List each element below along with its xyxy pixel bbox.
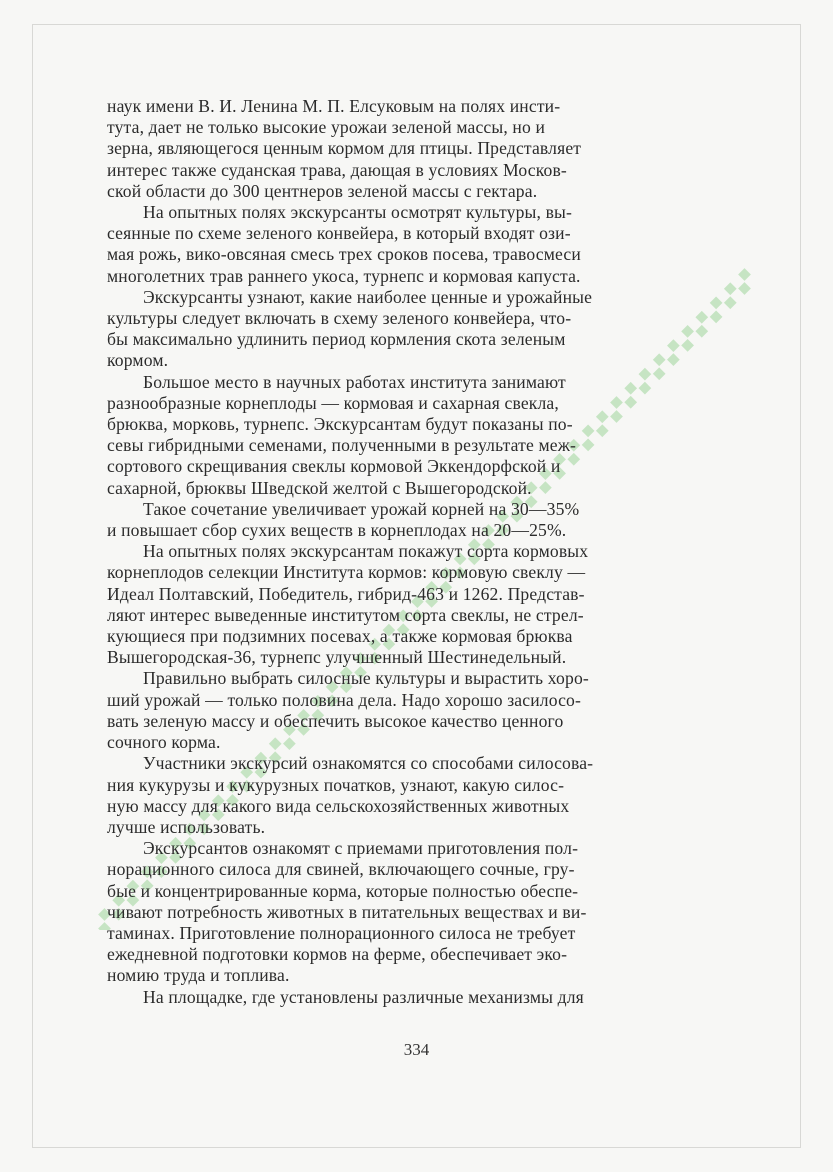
text-line: Такое сочетание увеличивает урожай корней на 30—35% [143,498,580,519]
text-line: сеянные по схеме зеленого конвейера, в который входят ози- [107,223,571,244]
text-line: ской области до 300 центнеров зеленой массы с гектара. [107,180,538,201]
text-line: На опытных полях экскурсантам покажут сорта кормовых [143,541,589,562]
text-line: Большое место в научных работах института занимают [143,371,566,392]
text-line: брюква, морковь, турнепс. Экскурсантам будут показаны по- [107,414,573,435]
text-line: Вышегородская-36, турнепс улучшенный Шестинедельный. [107,647,567,668]
text-line: таминах. Приготовление полнорационного силоса не требует [107,922,576,943]
text-line: чивают потребность животных в питательных веществах и ви- [107,901,587,922]
text-line: Экскурсанты узнают, какие наиболее ценные и урожайные [143,286,593,307]
paragraph [107,202,739,287]
text-line: кормом. [107,350,169,371]
paragraph [107,287,739,372]
text-line: кующиеся при подзимних посевах, а также кормовая брюква [107,626,573,647]
text-line: ния кукурузы и кукурузных початков, узнают, какую силос- [107,774,565,795]
text-line: На площадке, где установлены различные механизмы для [143,986,584,1007]
paragraph [107,838,739,986]
text-line: мая рожь, вико-овсяная смесь трех сроков посева, травосмеси [107,244,581,265]
text-line: норационного силоса для свиней, включающего сочные, гру- [107,859,575,880]
text-line: Правильно выбрать силосные культуры и вырастить хоро- [143,668,589,689]
text-line: и повышает сбор сухих веществ в корнеплодах на 20—25%. [107,520,567,541]
paragraph [107,987,739,1008]
text-line: ший урожай — только половина дела. Надо хорошо засилосо- [107,689,582,710]
text-line: многолетних трав раннего укоса, турнепс и кормовая капуста. [107,265,581,286]
paragraph [107,668,739,753]
text-line: На опытных полях экскурсанты осмотрят культуры, вы- [143,202,573,223]
paragraph [107,753,739,838]
text-line: наук имени В. И. Ленина М. П. Елсуковым на полях инсти- [107,96,561,116]
text-line: сортового скрещивания свеклы кормовой Эккендорфской и [107,456,561,477]
text-line: культуры следует включать в схему зеленого конвейера, что- [107,308,572,329]
text-line: севы гибридными семенами, полученными в результате меж- [107,435,577,456]
text-line: ную массу для какого вида сельскохозяйственных животных [107,795,570,816]
text-line: сочного корма. [107,732,221,753]
text-line: Идеал Полтавский, Победитель, гибрид-463 и 1262. Представ- [107,583,585,604]
text-line: номию труда и топлива. [107,965,290,986]
page-number: 334 [403,1040,430,1059]
text-line: корнеплодов селекции Института кормов: кормовую свеклу — [107,562,586,583]
body-text [107,96,739,1008]
paragraph [107,96,739,202]
text-line: Участники экскурсий ознакомятся со способами силосова- [143,753,594,774]
text-line: Экскурсантов ознакомят с приемами приготовления пол- [143,838,579,859]
text-line: интерес также суданская трава, дающая в условиях Москов- [107,159,567,180]
text-line: тута, дает не только высокие урожаи зеленой массы, но и [107,117,546,138]
text-line: лучше использовать. [107,816,266,837]
text-line: вать зеленую массу и обеспечить высокое качество ценного [107,710,564,731]
text-line: сахарной, брюквы Шведской желтой с Вышегородской. [107,477,532,498]
text-line: бы максимально удлинить период кормления скота зеленым [107,329,566,350]
text-line: зерна, являющегося ценным кормом для птицы. Представляет [107,138,582,159]
paragraph [107,499,739,541]
text-line: ежедневной подготовки кормов на ферме, обеспечивает эко- [107,944,568,965]
paragraph [107,541,739,668]
text-line: разнообразные корнеплоды — кормовая и сахарная свекла, [107,392,559,413]
text-line: ляют интерес выведенные институтом сорта свеклы, не стрел- [107,604,584,625]
text-line: бые и концентрированные корма, которые полностью обеспе- [107,880,579,901]
paragraph [107,372,739,499]
